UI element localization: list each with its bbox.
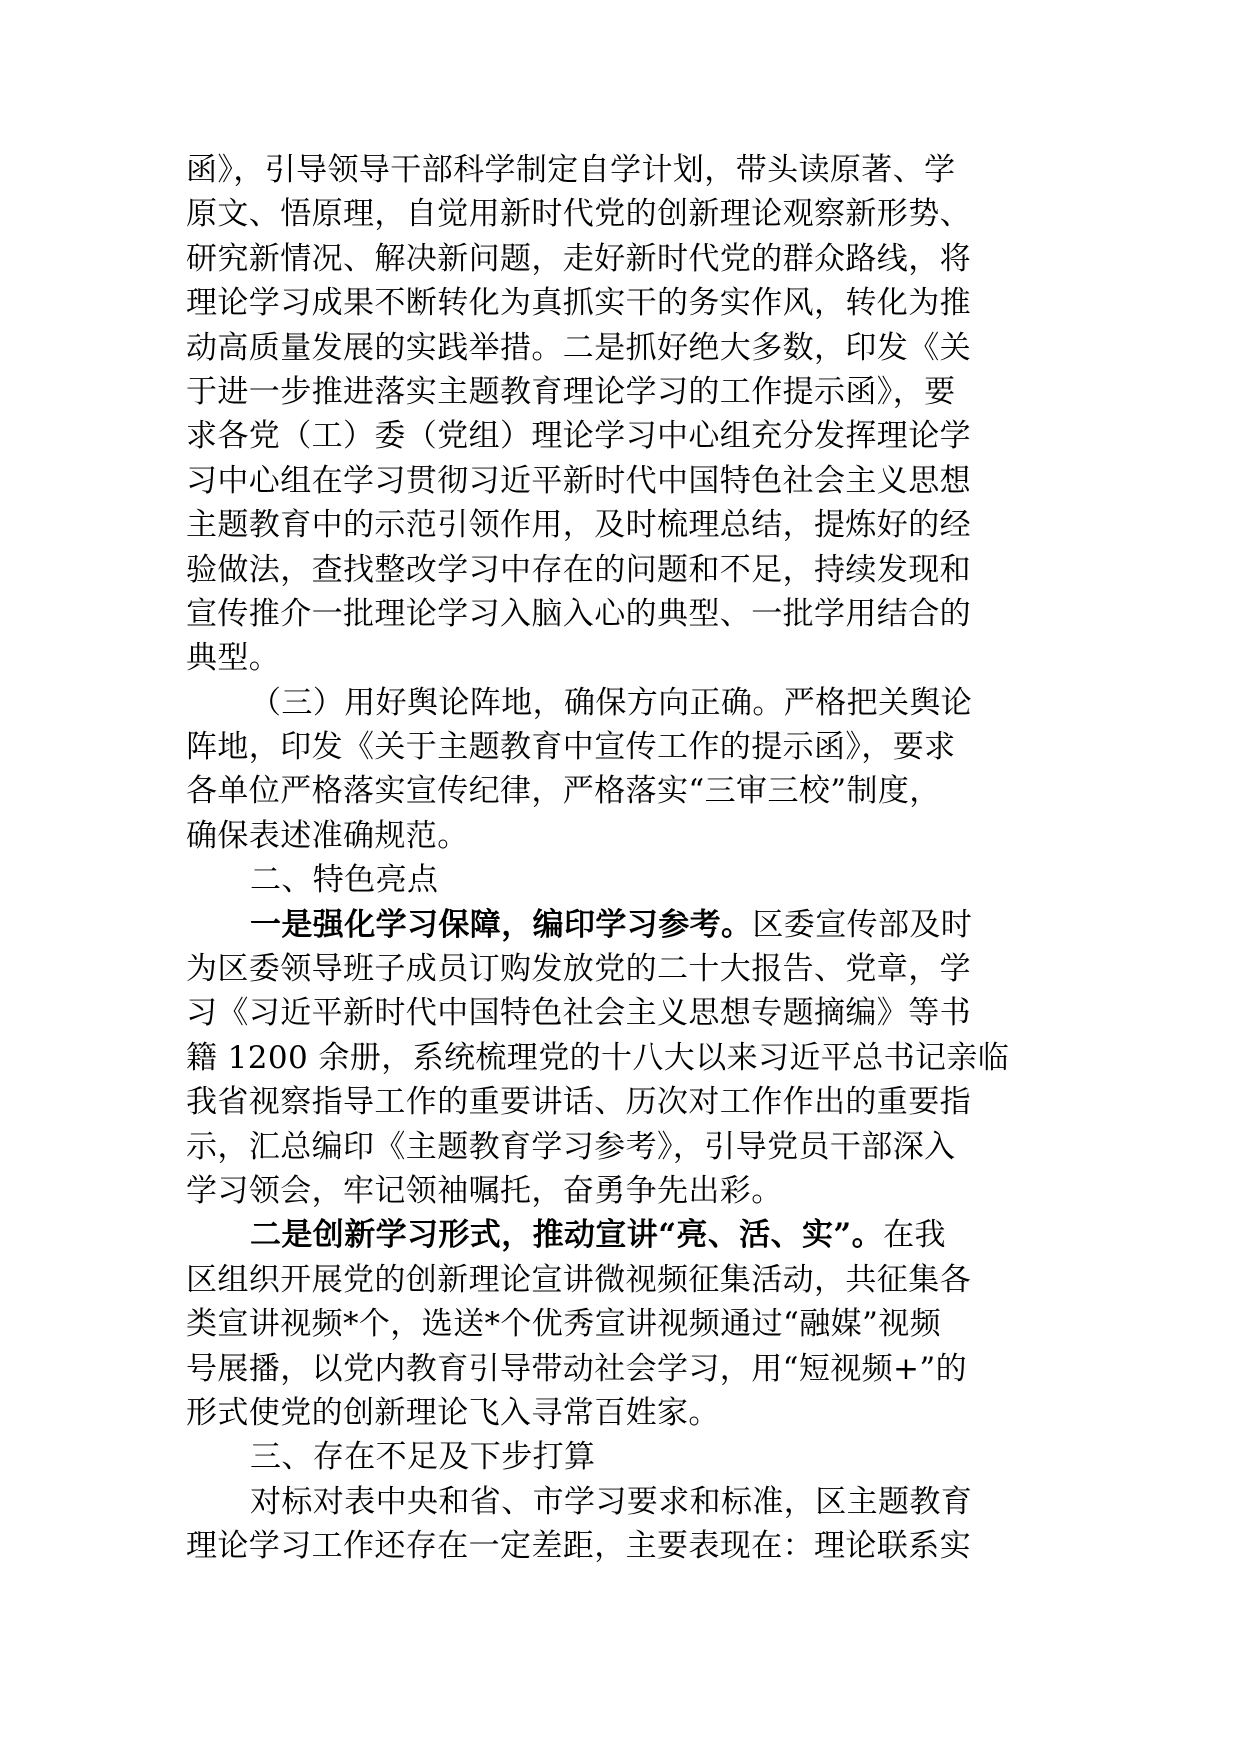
text-line [186,1169,1052,1213]
text-run: 习中心组在学习贯彻习近平新时代中国特色社会主义思想 [186,462,971,499]
text-line [186,148,1052,192]
text-run: 习《习近平新时代中国特色社会主义思想专题摘编》等书 [186,995,971,1032]
text-run: 在我 [883,1217,946,1254]
text-run: 各单位严格落实宣传纪律，严格落实“三审三校”制度， [186,773,941,810]
text-run: 理论学习工作还存在一定差距，主要表现在：理论联系实 [186,1528,971,1565]
text-line [186,192,1052,236]
text-line [186,548,1052,592]
text-line [186,725,1052,769]
bold-lead-phrase: 一是强化学习保障，编印学习参考。 [250,906,753,943]
text-run: 理论学习成果不断转化为真抓实干的务实作风，转化为推 [186,285,971,322]
text-run: 二、特色亮点 [250,862,439,899]
text-line [186,459,1052,503]
text-run: 主题教育中的示范引领作用，及时梳理总结，提炼好的经 [186,507,971,544]
text-run: 类宣讲视频*个，选送*个优秀宣讲视频通过“融媒”视频 [186,1306,942,1343]
text-run: 典型。 [186,640,281,677]
text-line [186,1435,1052,1479]
text-line [186,237,1052,281]
text-run: 验做法，查找整改学习中存在的问题和不足，持续发现和 [186,551,971,588]
text-run: 为区委领导班子成员订购发放党的二十大报告、党章，学 [186,951,971,988]
text-line [186,947,1052,991]
text-run: 于进一步推进落实主题教育理论学习的工作提示函》，要 [186,373,956,410]
text-line [186,1036,1052,1080]
text-line [186,370,1052,414]
text-run: 我省视察指导工作的重要讲话、历次对工作作出的重要指 [186,1084,971,1121]
text-line [186,991,1052,1035]
text-run: （三）用好舆论阵地，确保方向正确。严格把关舆论 [250,684,973,721]
text-run: 对标对表中央和省、市学习要求和标准，区主题教育 [250,1483,973,1520]
text-run: 阵地，印发《关于主题教育中宣传工作的提示函》，要求 [186,729,956,766]
document-body [186,148,1052,1569]
text-run: 求各党（工）委（党组）理论学习中心组充分发挥理论学 [186,418,971,455]
text-run: 区委宣传部及时 [752,906,973,943]
text-line [186,1302,1052,1346]
text-line [186,414,1052,458]
text-line [186,769,1052,813]
text-run: 示，汇总编印《主题教育学习参考》，引导党员干部深入 [186,1128,956,1165]
text-run: 三、存在不足及下步打算 [250,1439,596,1476]
text-run: 确保表述准确规范。 [186,817,469,854]
text-run: 函》，引导领导干部科学制定自学计划，带头读原著、学 [186,152,956,188]
text-line [186,636,1052,680]
text-run: 籍 1200 余册，系统梳理党的十八大以来习近平总书记亲临 [186,1039,1010,1076]
text-line [186,1480,1052,1524]
text-run: 号展播，以党内教育引导带动社会学习，用“短视频+”的 [186,1350,968,1387]
text-line [186,281,1052,325]
text-line [186,1213,1052,1257]
text-line [186,1258,1052,1302]
text-line [186,326,1052,370]
text-line [186,814,1052,858]
bold-lead-phrase: 二是创新学习形式，推动宣讲“亮、活、实”。 [250,1217,884,1254]
text-line [186,1524,1052,1568]
text-run: 形式使党的创新理论飞入寻常百姓家。 [186,1394,720,1431]
text-run: 学习领会，牢记领袖嘱托，奋勇争先出彩。 [186,1172,783,1209]
text-run: 区组织开展党的创新理论宣讲微视频征集活动，共征集各 [186,1261,971,1298]
text-line [186,681,1052,725]
text-line [186,903,1052,947]
text-run: 动高质量发展的实践举措。二是抓好绝大多数，印发《关 [186,329,971,366]
text-line [186,592,1052,636]
text-line [186,858,1052,902]
text-line [186,1391,1052,1435]
text-line [186,1080,1052,1124]
text-run: 原文、悟原理，自觉用新时代党的创新理论观察新形势、 [186,196,971,233]
text-line [186,1347,1052,1391]
text-line [186,1125,1052,1169]
text-line [186,503,1052,547]
text-run: 宣传推介一批理论学习入脑入心的典型、一批学用结合的 [186,595,971,632]
text-run: 研究新情况、解决新问题，走好新时代党的群众路线，将 [186,240,971,277]
